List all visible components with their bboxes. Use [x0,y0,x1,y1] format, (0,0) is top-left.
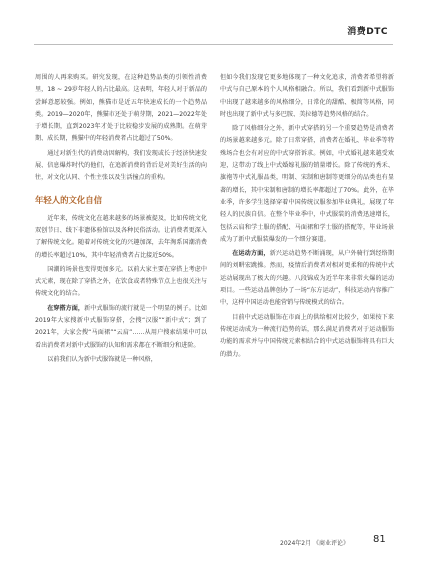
paragraph: 以前我们认为新中式服饰就是一种风格， [47,355,157,363]
paragraph: 周围的人再来购买。研究发现，在这种趋势品类的引领性消费里，18 ~ 29岁年轻人的占比最高。这表明，年轻人对于新品的尝鲜意愿较强。例如，熊猫市是近五年快速成长的一个趋势品类。2019—2020年，熊猫市还处于萌芽期，2021—2022年处于增长期，直到2023年才处于比较稳步发展的成熟期。在萌芽期、成长期，熊猫中的年轻消费者占比超过了50%。 [35,74,207,143]
paragraph: 目前中式运动服饰在市面上的供给相对比较少，如果按下来传统运动成为一种流行趋势的话，那么满足消费者对于运动服饰功能的需求并与中国传统元素相结合的中式运动服饰将具有巨大的潜力。 [220,313,394,358]
section-label: 消费DTC [347,27,388,37]
paragraph-body: 新兴运动趋势不断涌现，从户外骑行到经络期间的刘畊宏跳操。然而，疫情后消费者对相对更柔和的传统中式运动展现出了极大的兴趣。八段锦成为近半年来非常火爆的运动项目。一些运动品牌创办了一场“东方运动”，科技运动内容推广中，这样中国运动也能营销与传统模式的结合。 [220,250,395,307]
paragraph-lead: 在运动方面， [232,250,270,258]
paragraph-lead: 在穿搭方面， [47,304,85,312]
page-header [0,0,427,57]
paragraph: 国潮的场景也变得更加多元。以前大家主要在穿搭上考虑中式元素，现在除了穿搭之外，在饮食或者特殊节点上也很关注与传统文化的结合。 [35,265,207,298]
paragraph: 近年来，传统文化在越来越多的场景被提及，比如传统文化双创节日、线下非遗体验馆以及各种民俗活动。让消费者更深入了解传统文化。随着对传统文化的兴趣加深，去年淘系国潮消费的增长率超过10%，其中年轻消费者占比接近50%。 [35,214,207,259]
paragraph: 但如今我们发现它更多地体现了一种文化追求，消费者希望将新中式与自己原本的个人风格相融合。所以，我们看到新中式服饰中出现了越来越多的风格细分，日常化的甜酷、极简等风格，同时也出现了新中式与多巴胺、美拉德等趋势风格的结合。 [220,74,394,118]
paragraph: 通过对新生代的消费动因解构，我们发现或长于经济快速发展、信息爆炸时代的他们，在追新消费的背后是对美好生活的向往，对文化认同、个性主张以及生活撞点的重构。 [35,149,207,182]
section-heading: 年轻人的文化自信 [35,194,102,205]
left-column [35,72,207,366]
page-number: 81 [373,534,386,545]
paragraph: 除了风格细分之外，新中式穿搭的另一个重要趋势是消费者的场景越来越多元。除了日常穿搭，消费者在婚礼、毕业季等特殊场合也会有对应的中式穿搭诉求。例如，中式婚礼越来越受欢迎，这带动了线上中式婚嫁礼服的销量增长。除了传统的秀禾、旗袍等中式礼服品类，明制、宋制和唐制等更细分的品类也有显著的增长，其中宋制和唐制的增长率都超过了70%。此外，在毕业季，许多学生选择穿着中国传统汉服参加毕业典礼，展现了年轻人的民族自信。在整个毕业季中，中式服装的消费迅速增长，包括云肩和学士服的搭配、马面裙和学士服的搭配等，毕业场景成为了新中式服装爆发的一个细分赛道。 [220,125,394,243]
paragraph [35,303,207,352]
issue-info: 2024年2月 《商业评论》 [280,540,349,547]
paragraph [220,248,394,309]
paragraph-body: 新中式服饰的流行就是一个明显的例子。比如2019年大家搜新中式服饰穿搭，会搜“汉服”“新中式”；到了2021年，大家会搜“马面裙”“云肩”……从用户搜索结果中可以看出消费者对新中式服饰的认知和需求都在不断细分和进阶。 [35,304,208,349]
header-divider [34,44,393,45]
right-column [220,72,394,361]
